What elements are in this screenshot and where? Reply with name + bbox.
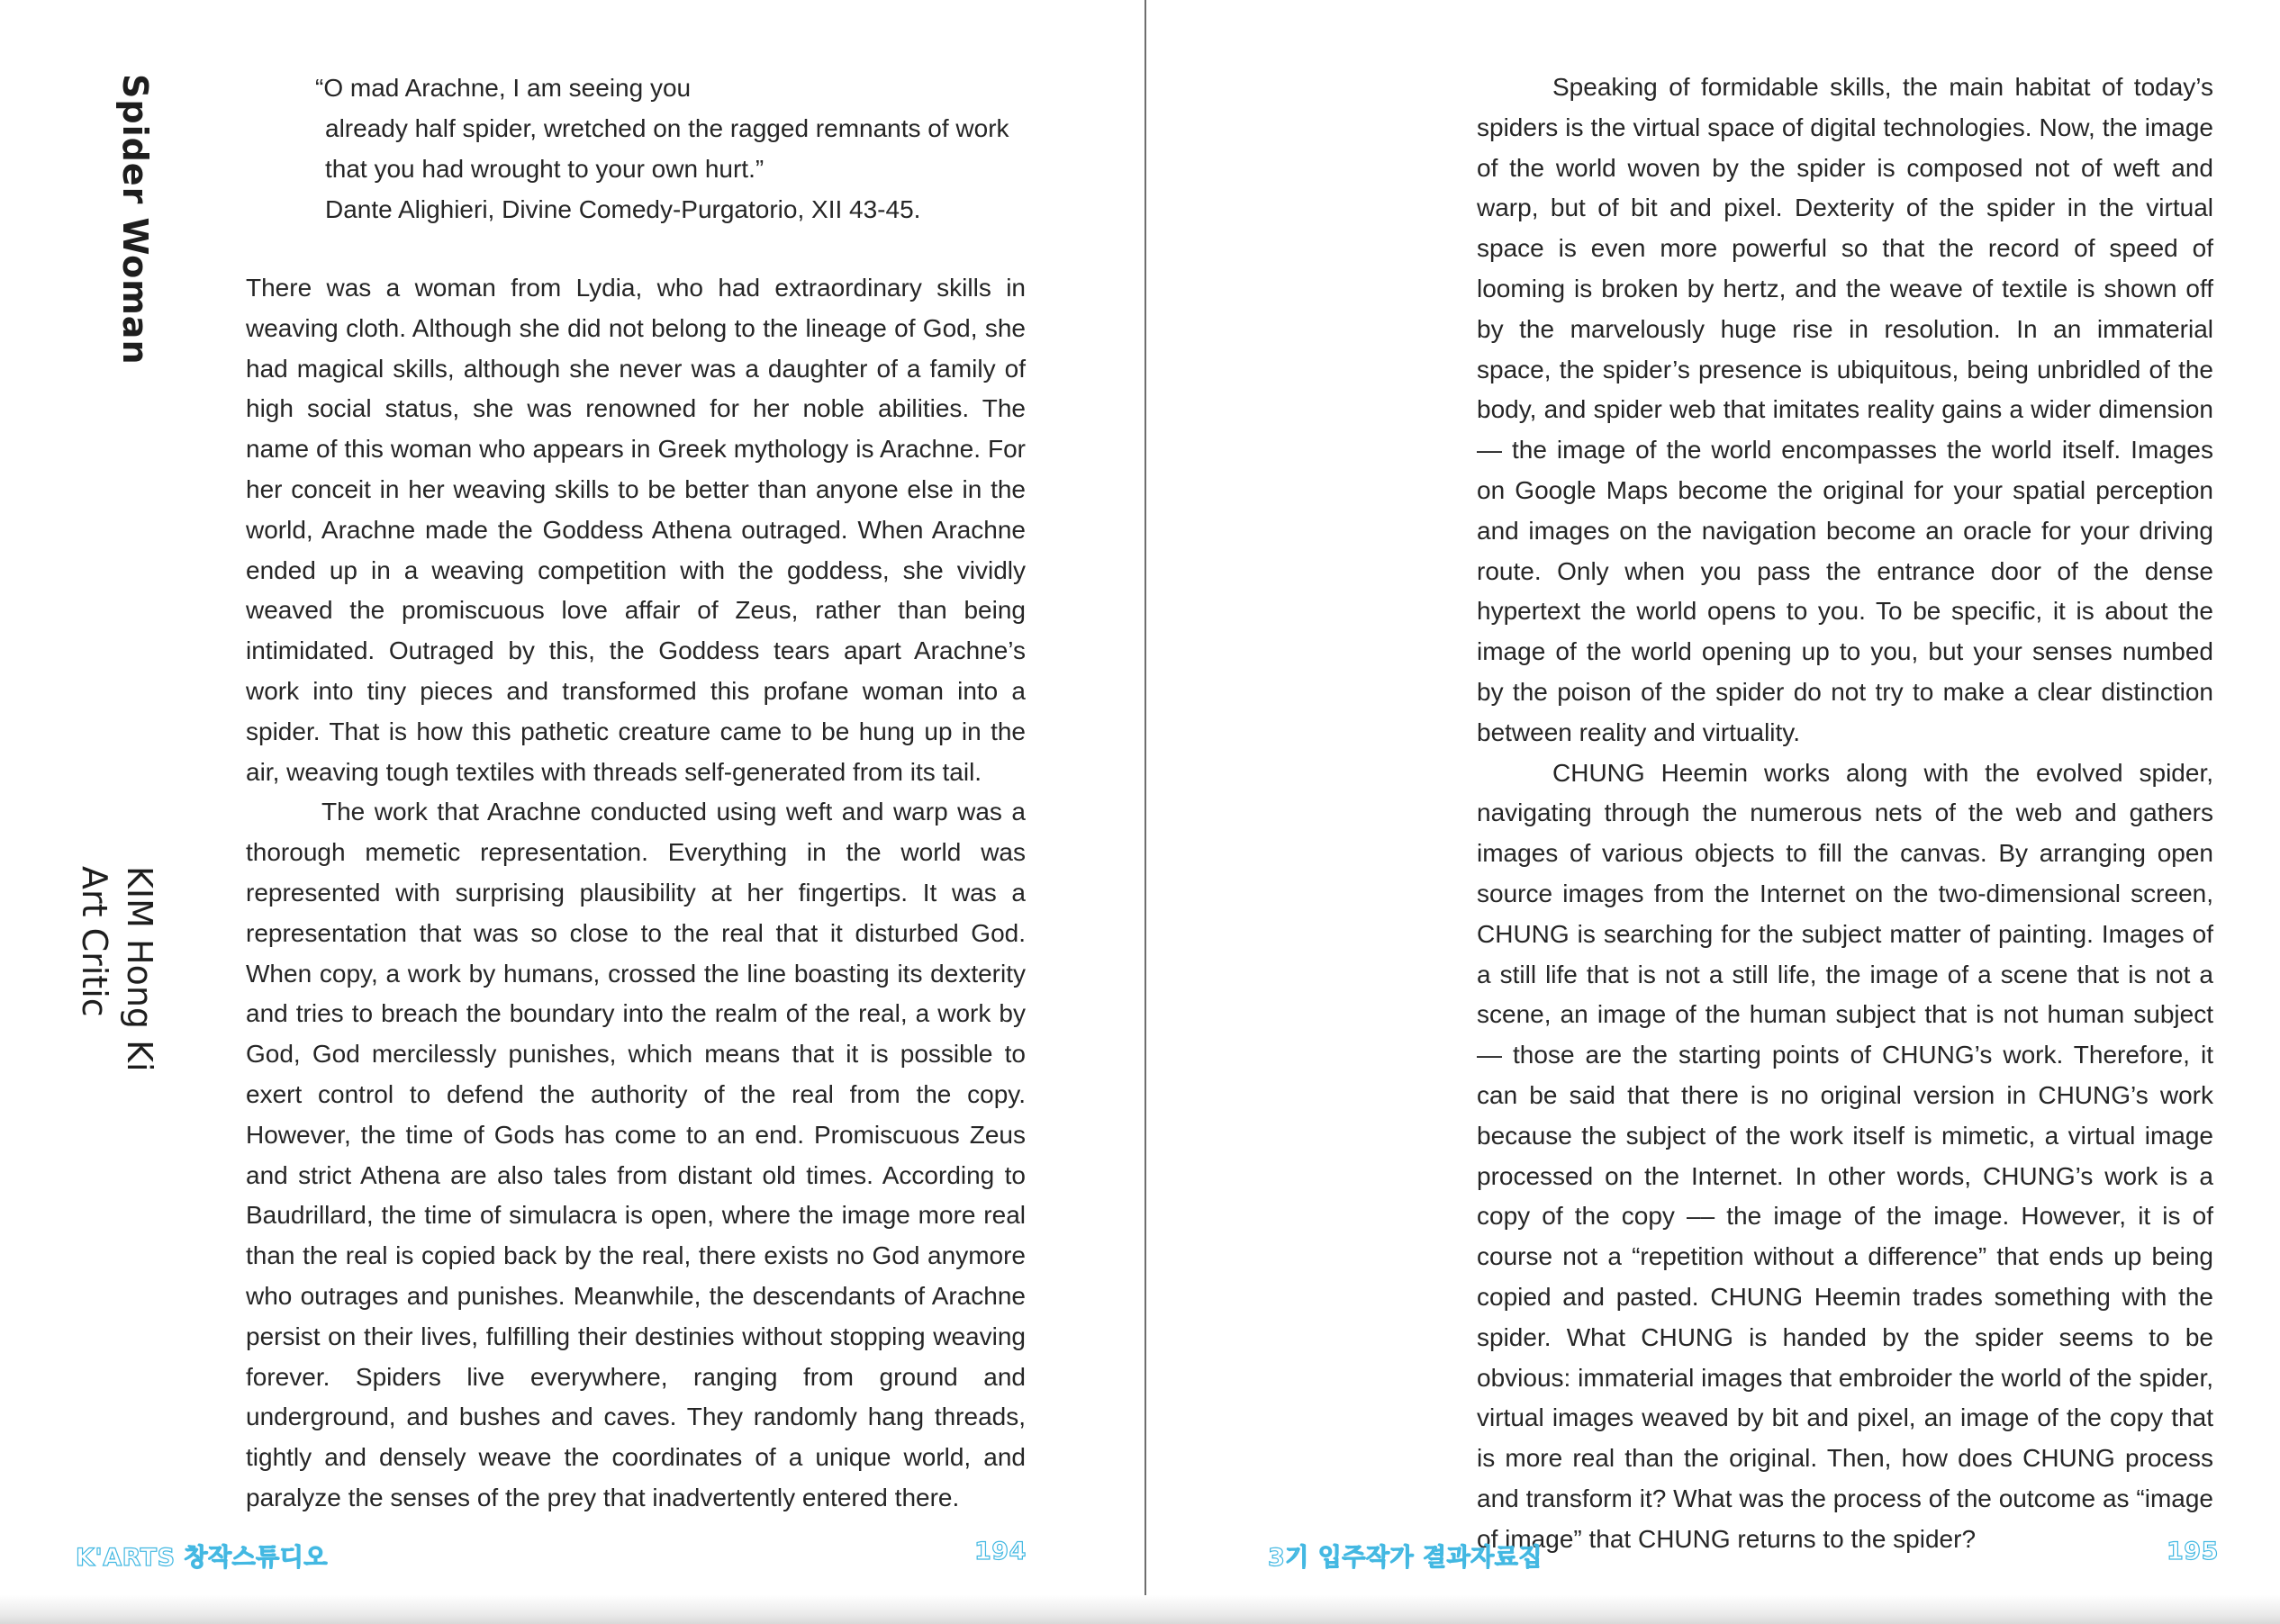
left-page [0,0,1145,1595]
page-number: 195 [2167,1538,2219,1565]
right-body-text [1477,68,2213,1559]
footer-publication-label: 3기 입주작가 결과자료집 [1268,1544,1543,1572]
epigraph-line: “O mad Arachne, I am seeing you [315,74,692,102]
body-paragraph: The work that Arachne conducted using weft and warp was a thorough memetic representation. Everything in the world was represented with surprising plausibility at her fingertips. It was a representation that was so close to the real that it disturbed God. When copy, a work by humans, crossed the line boasting its dexterity and tries to breach the boundary into the realm of the real, a work by God, God mercilessly punishes, which means that it is possible to exert control to defend the authority of the real from the copy. However, the time of Gods has come to an end. Promiscuous Zeus and strict Athena are also tales from distant old times. According to Baudrillard, the time of simulacra is open, where the image more real than the real is copied back by the real, there exists no God anymore who outrages and punishes. Meanwhile, the descendants of Arachne persist on their lives, fulfilling their destinies without stopping weaving forever. Spiders live everywhere, ranging from ground and underground, and bushes and caves. They randomly hang threads, tightly and densely weave the coordinates of a unique world, and paralyze the senses of the prey that inadvertently entered there. [246,798,1026,1511]
page-bottom-edge [0,1595,2280,1624]
article-title: Spider Woman [115,74,155,365]
epigraph-line: already half spider, wretched on the ragged remnants of work [325,114,1009,142]
page-number: 194 [974,1538,1027,1565]
author-role: Art Critic [75,866,114,1017]
body-paragraph: Speaking of formidable skills, the main habitat of today’s spiders is the virtual space of digital technologies. Now, the image of the world woven by the spider is composed not of weft and warp, but of bit and pixel. Dexterity of the spider in the virtual space is even more powerful so that the record of speed of looming is broken by hertz, and the weave of textile is shown off by the marvelously huge rise in resolution. In an immaterial space, the spider’s presence is ubiquitous, being unbridled of the body, and spider web that imitates reality gains a wider dimension — the image of the world encompasses the world itself. Images on Google Maps become the original for your spatial perception and images on the navigation become an oracle for your driving route. Only when you pass the entrance door of the dense hypertext the world opens to you. To be specific, it is about the image of the world opening up to you, but your senses numbed by the poison of the spider do not try to make a clear distinction between reality and virtuality. [1477,73,2213,746]
footer-publication-label: K'ARTS 창작스튜디오 [76,1544,328,1572]
author-credit [72,866,162,1072]
body-paragraph: CHUNG Heemin works along with the evolved spider, navigating through the numerous nets of the web and gathers images of various objects to fill the canvas. By arranging open source images from the Internet on the two-dimensional screen, CHUNG is searching for the subject matter of painting. Images of a still life that is not a still life, the image of a scene that is not a scene, an image of the human subject that is not human subject — those are the starting points of CHUNG’s work. Therefore, it can be said that there is no original version in CHUNG’s work because the subject of the work itself is mimetic, a virtual image processed on the Internet. In other words, CHUNG’s work is a copy of the copy –– the image of the image. However, it is of course not a “repetition without a difference” that ends up being copied and pasted. CHUNG Heemin trades something with the spider. What CHUNG is handed by the spider seems to be obvious: immaterial images that embroider the world of the spider, virtual images weaved by bit and pixel, an image of the copy that is more real than the original. Then, how does CHUNG process and transform it? What was the process of the outcome as “image of image” that CHUNG returns to the spider? [1477,758,2213,1553]
author-name: KIM Hong Ki [120,866,159,1072]
left-body-text [246,268,1026,1519]
epigraph [315,68,1036,230]
epigraph-citation: Dante Alighieri, Divine Comedy-Purgatorio, XII 43-45. [325,195,921,223]
epigraph-line: that you had wrought to your own hurt.” [325,155,765,183]
body-paragraph: There was a woman from Lydia, who had extraordinary skills in weaving cloth. Although she did not belong to the lineage of God, she had magical skills, although she never was a daughter of a family of high social status, she was renowned for her noble abilities. The name of this woman who appears in Greek mythology is Arachne. For her conceit in her weaving skills to be better than anyone else in the world, Arachne made the Goddess Athena outraged. When Arachne ended up in a weaving competition with the goddess, she vividly weaved the promiscuous love affair of Zeus, rather than being intimidated. Outraged by this, the Goddess tears apart Arachne’s work into tiny pieces and transformed this profane woman into a spider. That is how this pathetic creature came to be hung up in the air, weaving tough textiles with threads self-generated from its tail. [246,274,1026,786]
